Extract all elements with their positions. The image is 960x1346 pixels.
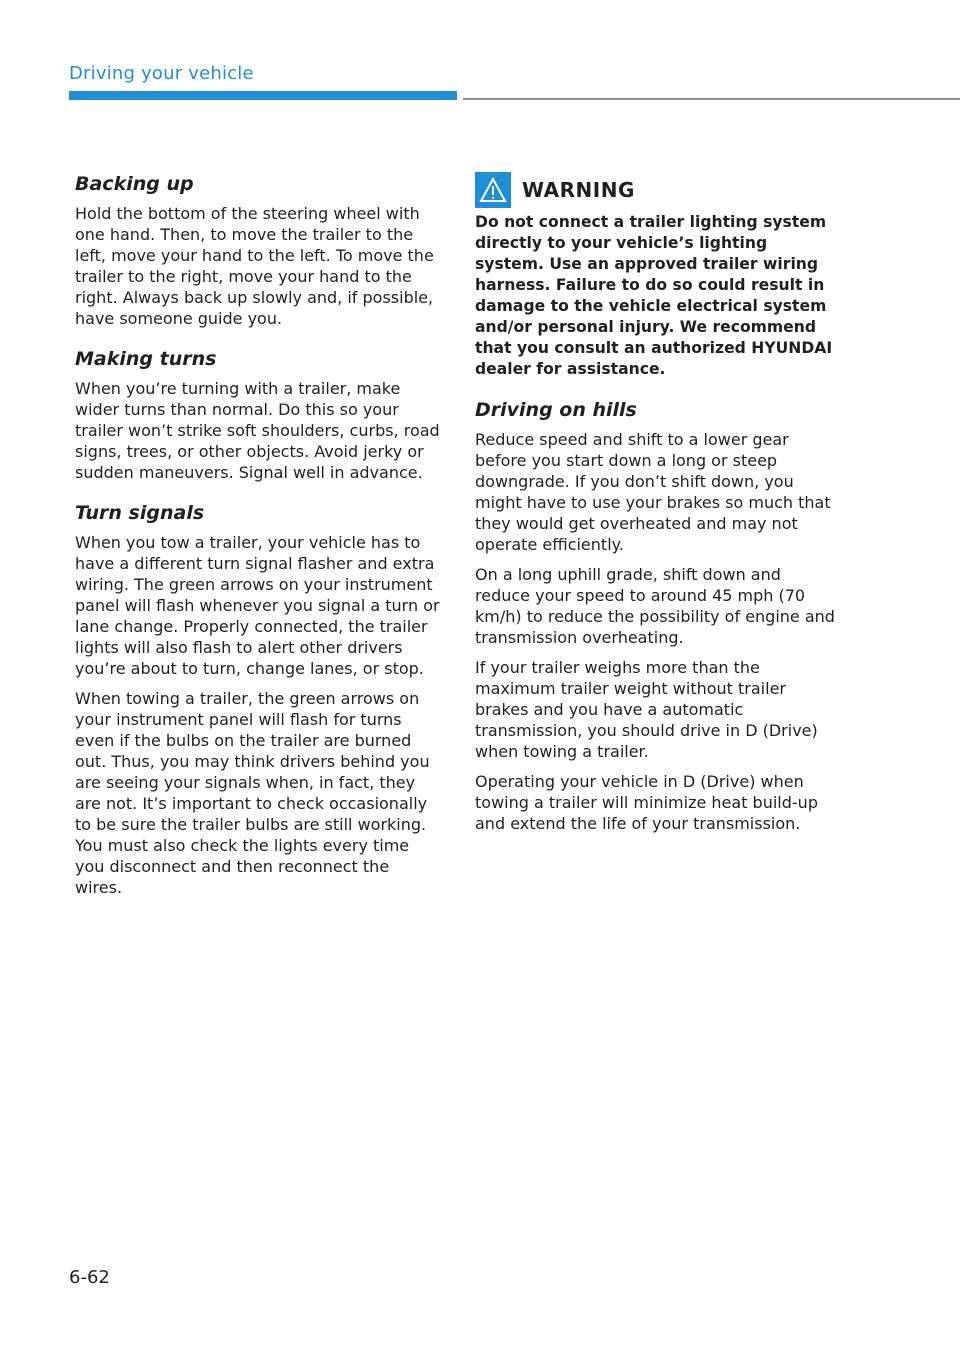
making-turns-paragraph: When you’re turning with a trailer, make wider turns than normal. Do this so your trailer won’t strike soft shoulders, curbs, road signs, trees, or other objects. Avoid jerky or sudden maneuvers. Signal well in advance. — [75, 379, 440, 482]
left-column — [75, 172, 440, 898]
section-heading-backing-up: Backing up — [75, 173, 194, 195]
warning-triangle-icon — [475, 172, 511, 208]
driving-on-hills-paragraph-3: If your trailer weighs more than the maximum trailer weight without trailer brakes and you have a automatic transmission, you should drive in D (Drive) when towing a trailer. — [475, 658, 818, 761]
driving-on-hills-paragraph-2: On a long uphill grade, shift down and reduce your speed to around 45 mph (70 km/h) to reduce the possibility of engine and transmission overheating. — [475, 565, 835, 647]
backing-up-paragraph: Hold the bottom of the steering wheel with one hand. Then, to move the trailer to the left, move your hand to the left. To move the trailer to the right, move your hand to the right. Always back up slowly and, if possible, have someone guide you. — [75, 204, 434, 328]
header-accent-bar — [69, 91, 457, 100]
header-title: Driving your vehicle — [69, 63, 254, 84]
page-number: 6-62 — [69, 1267, 110, 1288]
warning-text: Do not connect a trailer lighting system directly to your vehicle’s lighting system. Use an approved trailer wiring harness. Failure to do so could result in damage to the vehicle electrical system and/or personal injury. We recommend that you consult an authorized HYUNDAI dealer for assistance. — [475, 213, 833, 378]
warning-header — [475, 172, 835, 208]
right-column — [475, 172, 835, 834]
warning-title: WARNING — [522, 178, 635, 202]
turn-signals-paragraph-2: When towing a trailer, the green arrows on your instrument panel will flash for turns even if the bulbs on the trailer are burned out. Thus, you may think drivers behind you are seeing your signals when, in fact, they are not. It’s important to check occasionally to be sure the trailer bulbs are still working. You must also check the lights every time you disconnect and then reconnect the wires. — [75, 689, 430, 897]
section-heading-turn-signals: Turn signals — [75, 502, 205, 524]
driving-on-hills-paragraph-1: Reduce speed and shift to a lower gear before you start down a long or steep downgrade. If you don’t shift down, you might have to use your brakes so much that they would get overheated and may not operate efficiently. — [475, 430, 831, 554]
section-heading-making-turns: Making turns — [75, 348, 217, 370]
driving-on-hills-paragraph-4: Operating your vehicle in D (Drive) when towing a trailer will minimize heat build-up and extend the life of your transmission. — [475, 772, 818, 833]
section-heading-driving-on-hills: Driving on hills — [475, 399, 637, 421]
turn-signals-paragraph-1: When you tow a trailer, your vehicle has to have a different turn signal flasher and extra wiring. The green arrows on your instrument panel will flash whenever you signal a turn or lane change. Properly connected, the trailer lights will also flash to alert other drivers you’re about to turn, change lanes, or stop. — [75, 533, 440, 678]
header-divider — [463, 98, 960, 100]
